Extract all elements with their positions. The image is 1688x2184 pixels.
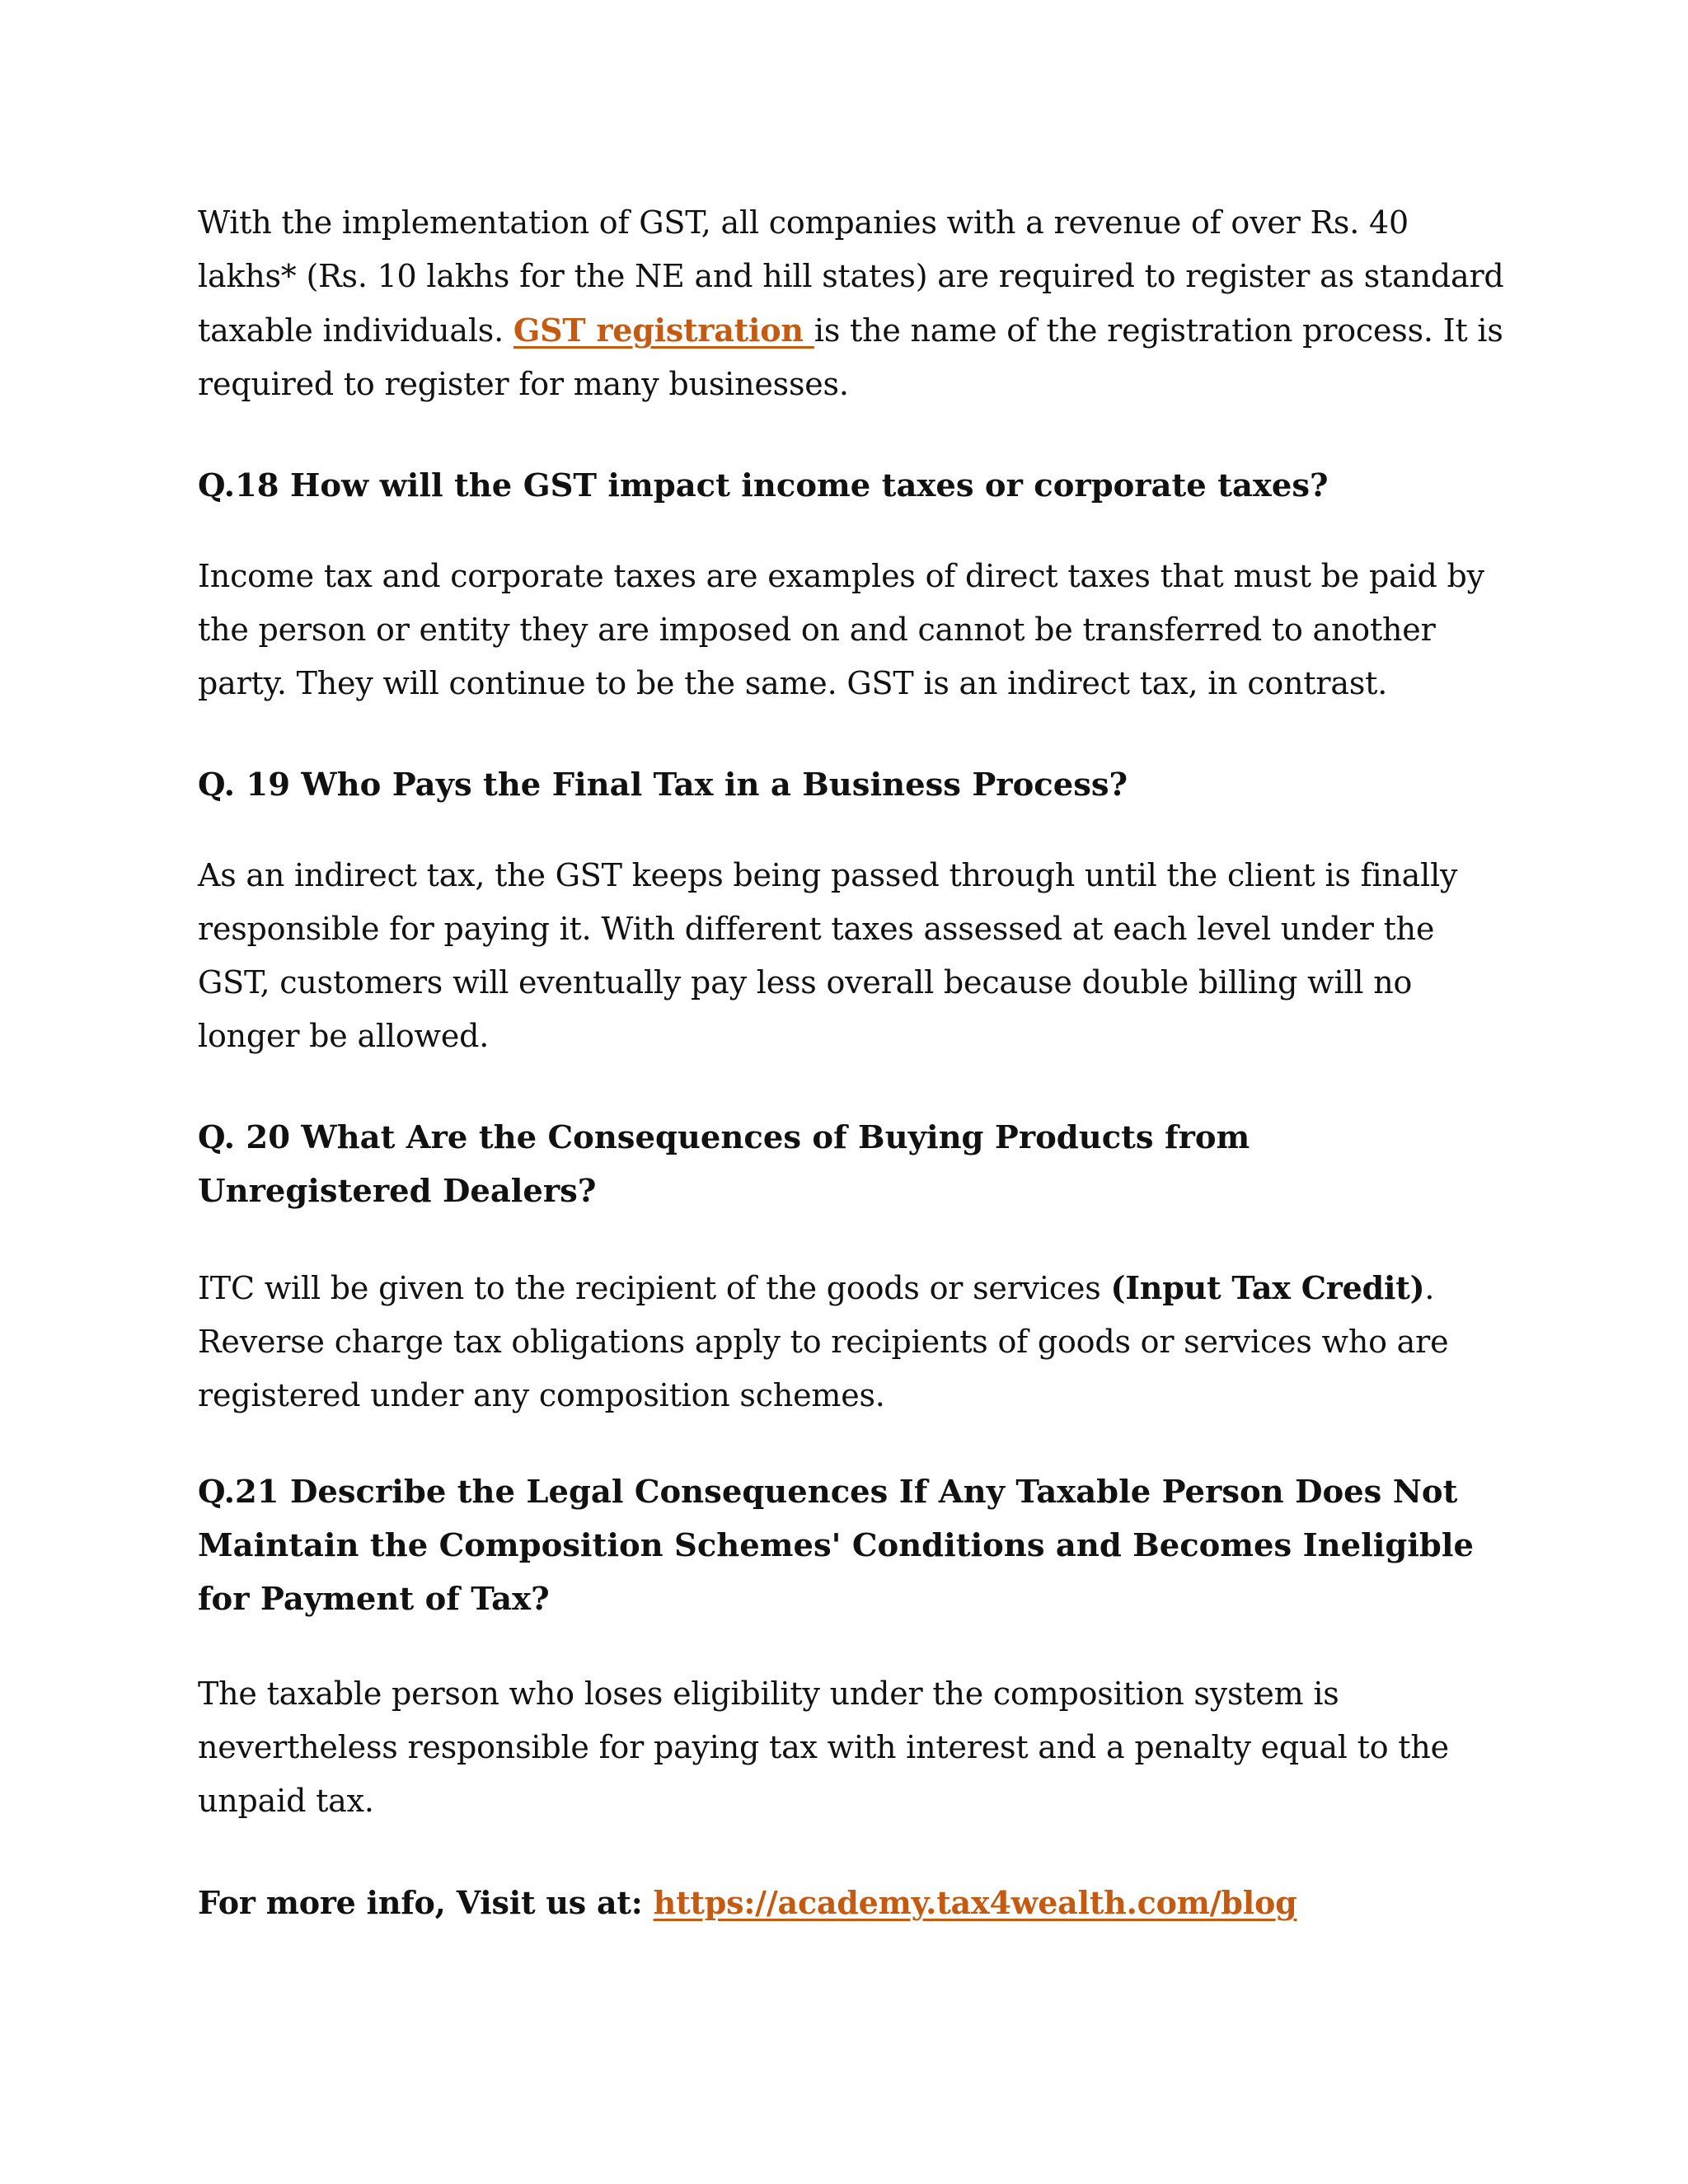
- footer-label: For more info, Visit us at:: [198, 1884, 654, 1921]
- answer-20-paragraph: [198, 1261, 1508, 1422]
- question-20-heading: Q. 20 What Are the Consequences of Buying Products from Unregistered Dealers?: [198, 1119, 1250, 1210]
- blog-url-link[interactable]: https://academy.tax4wealth.com/blog: [653, 1884, 1297, 1921]
- footer-line: [198, 1876, 1508, 1929]
- answer-18-paragraph: Income tax and corporate taxes are examples of direct taxes that must be paid by the person or entity they are imposed on and cannot be transferred to another party. They will continue to be the same. GST is an indirect tax, in contrast.: [198, 558, 1484, 701]
- question-19-heading: Q. 19 Who Pays the Final Tax in a Business Process?: [198, 766, 1128, 804]
- intro-paragraph: [198, 196, 1508, 411]
- intro-text-before-link: With the implementation of GST, all companies with a revenue of over Rs. 40 lakhs* (Rs. 10 lakhs for the NE and hill states) are required to register as standard taxable individuals.: [198, 204, 1504, 349]
- answer-20-text-before-bold: ITC will be given to the recipient of the goods or services: [198, 1270, 1111, 1306]
- answer-20-text-after-bold: . Reverse charge tax obligations apply to recipients of goods or services who are registered under any composition schemes.: [198, 1270, 1449, 1413]
- answer-19-paragraph: As an indirect tax, the GST keeps being passed through until the client is finally responsible for paying it. With different taxes assessed at each level under the GST, customers will eventually pay less overall because double billing will no longer be allowed.: [198, 857, 1458, 1054]
- document-page: [198, 196, 1508, 1929]
- answer-21-paragraph: The taxable person who loses eligibility under the composition system is nevertheless responsible for paying tax with interest and a penalty equal to the unpaid tax.: [198, 1675, 1449, 1819]
- input-tax-credit-bold: (Input Tax Credit): [1110, 1269, 1425, 1306]
- intro-text-after-link: is the name of the registration process. It is required to register for many businesses.: [198, 312, 1503, 402]
- question-18-heading: Q.18 How will the GST impact income taxes or corporate taxes?: [198, 467, 1329, 504]
- gst-registration-link[interactable]: GST registration: [513, 312, 814, 349]
- question-21-heading: Q.21 Describe the Legal Consequences If Any Taxable Person Does Not Maintain the Composition Schemes' Conditions and Becomes Ineligible for Payment of Tax?: [198, 1474, 1474, 1618]
